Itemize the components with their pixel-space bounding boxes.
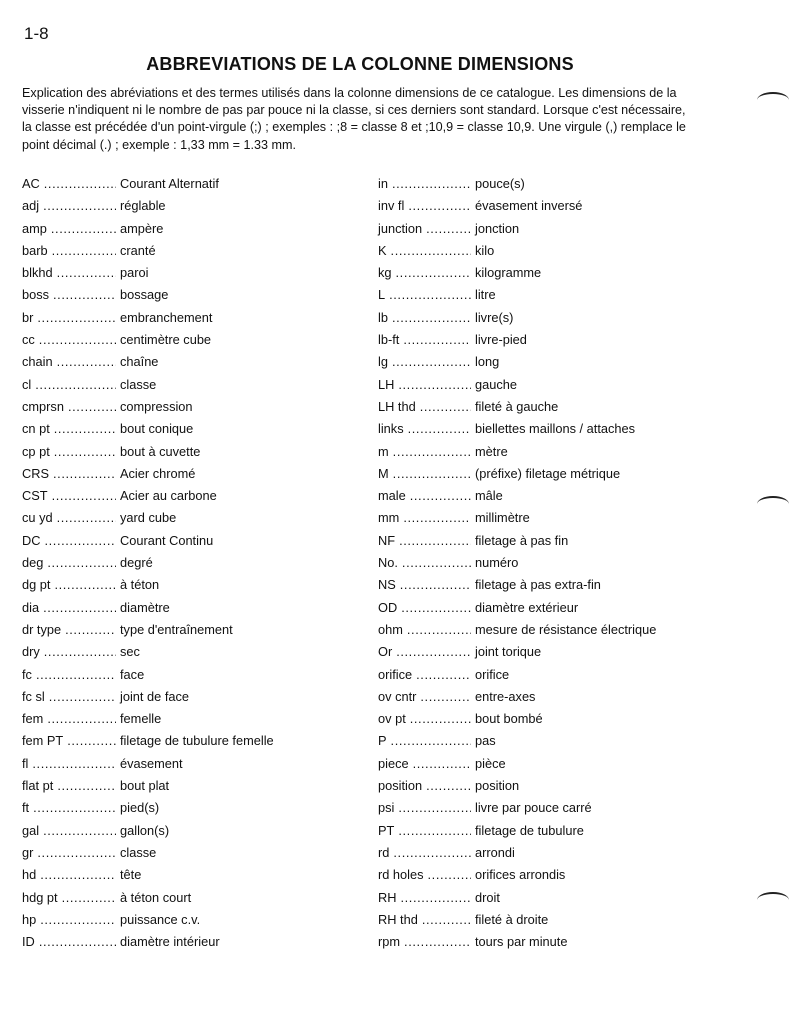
abbreviation-term: gal xyxy=(22,822,40,838)
abbreviation-list-right xyxy=(378,176,708,956)
abbreviation-row xyxy=(22,756,362,778)
dot-leader xyxy=(39,332,116,347)
abbreviation-term: br xyxy=(22,309,34,325)
dot-leader xyxy=(44,644,116,659)
abbreviation-row xyxy=(22,399,362,421)
dot-leader xyxy=(393,444,471,459)
abbreviation-row xyxy=(22,800,362,822)
dot-leader xyxy=(408,198,471,213)
abbreviation-meaning: cranté xyxy=(120,242,156,258)
dot-leader xyxy=(403,332,471,347)
abbreviation-meaning: paroi xyxy=(120,265,149,281)
binder-hole-mark xyxy=(757,892,789,908)
intro-paragraph xyxy=(22,85,702,154)
abbreviation-term: rd holes xyxy=(378,867,424,883)
abbreviation-meaning: fileté à droite xyxy=(475,911,549,927)
dot-leader xyxy=(392,354,471,369)
dot-leader xyxy=(57,265,116,280)
dot-leader xyxy=(52,243,116,258)
abbreviation-row xyxy=(22,823,362,845)
dot-leader xyxy=(51,221,116,236)
abbreviation-row xyxy=(22,332,362,354)
abbreviation-meaning: gauche xyxy=(475,376,517,392)
abbreviation-term: fem xyxy=(22,711,44,727)
abbreviation-term: Or xyxy=(378,644,393,660)
dot-leader xyxy=(57,510,116,525)
abbreviation-meaning: (préfixe) filetage métrique xyxy=(475,465,621,481)
dot-leader xyxy=(43,823,116,838)
abbreviation-meaning: à téton xyxy=(120,577,160,593)
dot-leader xyxy=(33,800,116,815)
abbreviation-term: No. xyxy=(378,555,398,571)
abbreviation-term: dr type xyxy=(22,621,62,637)
abbreviation-meaning: joint torique xyxy=(475,644,542,660)
abbreviation-row xyxy=(22,867,362,889)
abbreviation-meaning: long xyxy=(475,354,500,370)
dot-leader xyxy=(403,510,471,525)
dot-leader xyxy=(426,778,471,793)
abbreviation-meaning: bout bombé xyxy=(475,711,543,727)
abbreviation-row xyxy=(378,577,708,599)
dot-leader xyxy=(68,399,116,414)
abbreviation-row xyxy=(378,711,708,733)
abbreviation-meaning: tête xyxy=(120,867,142,883)
dot-leader xyxy=(36,667,116,682)
abbreviation-term: adj xyxy=(22,198,40,214)
abbreviation-term: fl xyxy=(22,755,29,771)
abbreviation-row xyxy=(378,421,708,443)
abbreviation-meaning: femelle xyxy=(120,711,162,727)
abbreviation-meaning: Acier au carbone xyxy=(120,488,217,504)
abbreviation-meaning: orifice xyxy=(475,666,510,682)
abbreviation-term: NF xyxy=(378,532,396,548)
abbreviation-row xyxy=(378,310,708,332)
abbreviation-meaning: face xyxy=(120,666,145,682)
abbreviation-row xyxy=(378,198,708,220)
dot-leader xyxy=(401,600,471,615)
dot-leader xyxy=(413,756,471,771)
dot-leader xyxy=(65,622,116,637)
abbreviation-term: LH xyxy=(378,376,395,392)
dot-leader xyxy=(393,845,471,860)
abbreviation-term: cp pt xyxy=(22,443,50,459)
abbreviation-row xyxy=(378,823,708,845)
dot-leader xyxy=(426,221,471,236)
abbreviation-row xyxy=(22,510,362,532)
dot-leader xyxy=(399,533,471,548)
abbreviation-term: flat pt xyxy=(22,778,54,794)
abbreviation-row xyxy=(378,644,708,666)
abbreviation-term: P xyxy=(378,733,387,749)
abbreviation-row xyxy=(378,912,708,934)
abbreviation-row xyxy=(22,198,362,220)
abbreviation-meaning: millimètre xyxy=(475,510,530,526)
abbreviation-row xyxy=(22,555,362,577)
abbreviation-meaning: bout plat xyxy=(120,778,170,794)
abbreviation-meaning: classe xyxy=(120,844,157,860)
abbreviation-row xyxy=(378,756,708,778)
dot-leader xyxy=(52,488,116,503)
abbreviation-term: male xyxy=(378,488,406,504)
abbreviation-term: NS xyxy=(378,577,396,593)
abbreviation-term: LH thd xyxy=(378,398,416,414)
abbreviation-row xyxy=(22,466,362,488)
intro-line: la classe est précédée d'un point-virgule (;) ; exemples : ;8 = classe 8 et ;10,9 = classe 10,9. Une virgule (,) remplace le xyxy=(22,120,686,135)
abbreviation-meaning: pas xyxy=(475,733,496,749)
dot-leader xyxy=(54,444,116,459)
abbreviation-meaning: Courant Continu xyxy=(120,532,214,548)
abbreviation-term: fc sl xyxy=(22,688,45,704)
abbreviation-row xyxy=(22,778,362,800)
abbreviation-term: barb xyxy=(22,242,48,258)
abbreviation-meaning: tours par minute xyxy=(475,934,568,950)
dot-leader xyxy=(57,354,116,369)
dot-leader xyxy=(416,667,471,682)
intro-line: Explication des abréviations et des termes utilisés dans la colonne dimensions de ce catalogue. Les dimensions de la xyxy=(22,86,677,100)
binder-hole-mark xyxy=(757,92,789,108)
dot-leader xyxy=(37,310,116,325)
abbreviation-meaning: entre-axes xyxy=(475,688,536,704)
abbreviation-row xyxy=(22,533,362,555)
abbreviation-meaning: fileté à gauche xyxy=(475,398,559,414)
abbreviation-meaning: livre par pouce carré xyxy=(475,800,592,816)
dot-leader xyxy=(392,310,471,325)
abbreviation-row xyxy=(22,354,362,376)
abbreviation-row xyxy=(378,845,708,867)
dot-leader xyxy=(398,377,471,392)
abbreviation-row xyxy=(378,622,708,644)
abbreviation-row xyxy=(378,176,708,198)
abbreviation-meaning: biellettes maillons / attaches xyxy=(475,421,636,437)
dot-leader xyxy=(40,912,116,927)
dot-leader xyxy=(32,756,116,771)
page-number: 1-8 xyxy=(24,24,49,43)
dot-leader xyxy=(408,421,471,436)
abbreviation-term: ov pt xyxy=(378,711,406,727)
abbreviation-term: ID xyxy=(22,934,35,950)
abbreviation-term: DC xyxy=(22,532,41,548)
abbreviation-meaning: diamètre intérieur xyxy=(120,934,220,950)
abbreviation-row xyxy=(378,488,708,510)
abbreviation-meaning: yard cube xyxy=(120,510,177,526)
abbreviation-row xyxy=(378,399,708,421)
abbreviation-meaning: mètre xyxy=(475,443,508,459)
dot-leader xyxy=(47,711,116,726)
abbreviation-meaning: classe xyxy=(120,376,157,392)
abbreviation-term: cn pt xyxy=(22,421,50,437)
abbreviation-term: cu yd xyxy=(22,510,53,526)
dot-leader xyxy=(393,466,471,481)
dot-leader xyxy=(35,377,116,392)
abbreviation-row xyxy=(22,733,362,755)
abbreviation-row xyxy=(378,555,708,577)
abbreviation-meaning: kilo xyxy=(475,242,495,258)
abbreviation-term: amp xyxy=(22,220,47,236)
abbreviation-row xyxy=(378,444,708,466)
abbreviation-term: PT xyxy=(378,822,395,838)
abbreviation-row xyxy=(378,800,708,822)
abbreviation-term: L xyxy=(378,287,386,303)
abbreviation-row xyxy=(378,221,708,243)
dot-leader xyxy=(407,622,471,637)
abbreviation-row xyxy=(378,667,708,689)
abbreviation-term: fem PT xyxy=(22,733,64,749)
abbreviation-row xyxy=(378,354,708,376)
dot-leader xyxy=(43,600,116,615)
abbreviation-row xyxy=(22,221,362,243)
dot-leader xyxy=(391,733,471,748)
abbreviation-term: hd xyxy=(22,867,37,883)
abbreviation-meaning: gallon(s) xyxy=(120,822,170,838)
dot-leader xyxy=(400,890,471,905)
abbreviation-row xyxy=(378,243,708,265)
abbreviation-meaning: pouce(s) xyxy=(475,176,525,191)
abbreviation-row xyxy=(378,733,708,755)
abbreviation-row xyxy=(378,934,708,956)
dot-leader xyxy=(396,644,471,659)
dot-leader xyxy=(420,399,471,414)
dot-leader xyxy=(392,176,471,191)
abbreviation-term: dry xyxy=(22,644,40,660)
abbreviation-term: deg xyxy=(22,555,44,571)
abbreviation-row xyxy=(22,377,362,399)
dot-leader xyxy=(44,533,116,548)
abbreviation-row xyxy=(22,689,362,711)
dot-leader xyxy=(39,934,116,949)
abbreviation-term: kg xyxy=(378,265,392,281)
abbreviation-term: rpm xyxy=(378,934,401,950)
dot-leader xyxy=(54,421,116,436)
abbreviation-term: cl xyxy=(22,376,32,392)
abbreviation-meaning: diamètre extérieur xyxy=(475,599,579,615)
abbreviation-meaning: mâle xyxy=(475,488,503,504)
abbreviation-row xyxy=(22,243,362,265)
abbreviation-meaning: arrondi xyxy=(475,844,515,860)
abbreviation-row xyxy=(378,466,708,488)
abbreviation-row xyxy=(22,444,362,466)
dot-leader xyxy=(410,488,471,503)
abbreviation-meaning: ampère xyxy=(120,220,164,236)
abbreviation-term: links xyxy=(378,421,404,437)
abbreviation-row xyxy=(22,912,362,934)
dot-leader xyxy=(62,890,116,905)
abbreviation-row xyxy=(22,421,362,443)
dot-leader xyxy=(40,867,116,882)
abbreviation-row xyxy=(22,310,362,332)
abbreviation-term: dg pt xyxy=(22,577,51,593)
abbreviation-term: ohm xyxy=(378,621,403,637)
dot-leader xyxy=(44,176,116,191)
abbreviation-meaning: orifices arrondis xyxy=(475,867,566,883)
abbreviation-row xyxy=(22,845,362,867)
abbreviation-meaning: filetage à pas extra-fin xyxy=(475,577,601,593)
dot-leader xyxy=(389,287,471,302)
abbreviation-row xyxy=(22,890,362,912)
abbreviation-meaning: embranchement xyxy=(120,309,213,325)
abbreviation-meaning: bout conique xyxy=(120,421,194,437)
abbreviation-meaning: droit xyxy=(475,889,500,905)
abbreviation-meaning: type d'entraînement xyxy=(120,621,233,637)
abbreviation-meaning: filetage de tubulure femelle xyxy=(120,733,274,749)
abbreviation-meaning: compression xyxy=(120,398,193,414)
abbreviation-meaning: mesure de résistance électrique xyxy=(475,621,657,637)
abbreviation-meaning: évasement xyxy=(120,755,183,771)
abbreviation-meaning: évasement inversé xyxy=(475,198,583,214)
abbreviation-term: fc xyxy=(22,666,32,682)
abbreviation-term: OD xyxy=(378,599,398,615)
abbreviation-meaning: bout à cuvette xyxy=(120,443,201,459)
abbreviation-meaning: kilogramme xyxy=(475,265,542,281)
abbreviation-row xyxy=(378,265,708,287)
abbreviation-term: rd xyxy=(378,844,390,860)
abbreviation-term: RH thd xyxy=(378,911,418,927)
intro-line: visserie n'indiquent ni le nombre de pas par pouce ni la classe, si ces derniers sont standard. Lorsque c'est nécessaire, xyxy=(22,103,686,118)
abbreviation-term: RH xyxy=(378,889,397,905)
abbreviation-meaning: litre xyxy=(475,287,496,303)
abbreviation-meaning: réglable xyxy=(120,198,166,214)
abbreviation-row xyxy=(378,778,708,800)
dot-leader xyxy=(396,265,471,280)
abbreviation-row xyxy=(22,176,362,198)
abbreviation-term: ft xyxy=(22,800,30,816)
abbreviation-term: cmprsn xyxy=(22,398,64,414)
dot-leader xyxy=(53,466,116,481)
abbreviation-row xyxy=(22,711,362,733)
dot-leader xyxy=(54,577,116,592)
abbreviation-meaning: position xyxy=(475,778,520,794)
abbreviation-meaning: pièce xyxy=(475,755,506,771)
abbreviation-meaning: sec xyxy=(120,644,140,660)
abbreviation-row xyxy=(378,332,708,354)
abbreviation-row xyxy=(22,600,362,622)
abbreviation-row xyxy=(378,689,708,711)
abbreviation-term: M xyxy=(378,465,389,481)
abbreviation-term: piece xyxy=(378,755,409,771)
abbreviation-row xyxy=(22,287,362,309)
abbreviation-row xyxy=(378,600,708,622)
page-title: ABBREVIATIONS DE LA COLONNE DIMENSIONS xyxy=(146,54,574,74)
abbreviation-meaning: numéro xyxy=(475,555,519,571)
abbreviation-term: cc xyxy=(22,332,35,348)
dot-leader xyxy=(398,823,471,838)
abbreviation-meaning: livre(s) xyxy=(475,309,514,325)
abbreviation-row xyxy=(378,287,708,309)
abbreviation-term: CRS xyxy=(22,465,50,481)
dot-leader xyxy=(404,934,471,949)
abbreviation-row xyxy=(378,867,708,889)
abbreviation-term: blkhd xyxy=(22,265,53,281)
abbreviation-term: hdg pt xyxy=(22,889,58,905)
abbreviation-term: psi xyxy=(378,800,395,816)
abbreviation-row xyxy=(378,533,708,555)
intro-line: point décimal (.) ; exemple : 1,33 mm = 1.33 mm. xyxy=(22,137,297,152)
abbreviation-row xyxy=(378,510,708,532)
binder-hole-mark xyxy=(757,496,789,512)
dot-leader xyxy=(43,198,116,213)
abbreviation-list-left xyxy=(22,176,362,956)
abbreviation-meaning: joint de face xyxy=(120,688,190,704)
dot-leader xyxy=(422,912,471,927)
abbreviation-meaning: filetage à pas fin xyxy=(475,532,569,548)
abbreviation-term: dia xyxy=(22,599,40,615)
abbreviation-meaning: jonction xyxy=(475,220,520,236)
abbreviation-term: lg xyxy=(378,354,388,370)
abbreviation-row xyxy=(22,644,362,666)
abbreviation-term: in xyxy=(378,176,388,191)
abbreviation-term: inv fl xyxy=(378,198,405,214)
abbreviation-term: CST xyxy=(22,488,48,504)
dot-leader xyxy=(53,287,116,302)
abbreviation-term: gr xyxy=(22,844,34,860)
dot-leader xyxy=(410,711,471,726)
abbreviation-meaning: puissance c.v. xyxy=(120,911,201,927)
abbreviation-term: orifice xyxy=(378,666,413,682)
dot-leader xyxy=(391,243,471,258)
dot-leader xyxy=(400,577,471,592)
abbreviation-term: m xyxy=(378,443,389,459)
abbreviation-row xyxy=(22,488,362,510)
abbreviation-row xyxy=(22,577,362,599)
dot-leader xyxy=(47,555,116,570)
abbreviation-term: hp xyxy=(22,911,37,927)
abbreviation-meaning: Courant Alternatif xyxy=(120,176,219,191)
abbreviation-meaning: pied(s) xyxy=(120,800,160,816)
abbreviation-term: junction xyxy=(378,220,423,236)
abbreviation-term: mm xyxy=(378,510,400,526)
abbreviation-meaning: livre-pied xyxy=(475,332,527,348)
dot-leader xyxy=(420,689,471,704)
abbreviation-row xyxy=(22,934,362,956)
dot-leader xyxy=(49,689,116,704)
abbreviation-meaning: bossage xyxy=(120,287,169,303)
abbreviation-term: chain xyxy=(22,354,53,370)
abbreviation-meaning: diamètre xyxy=(120,599,170,615)
dot-leader xyxy=(57,778,116,793)
abbreviation-term: K xyxy=(378,242,387,258)
abbreviation-meaning: chaîne xyxy=(120,354,159,370)
abbreviation-meaning: degré xyxy=(120,555,153,571)
abbreviation-meaning: Acier chromé xyxy=(120,465,196,481)
abbreviation-row xyxy=(22,622,362,644)
dot-leader xyxy=(428,867,471,882)
abbreviation-meaning: à téton court xyxy=(120,889,192,905)
abbreviation-row xyxy=(22,265,362,287)
dot-leader xyxy=(402,555,471,570)
dot-leader xyxy=(37,845,116,860)
abbreviation-row xyxy=(378,890,708,912)
abbreviation-term: lb xyxy=(378,309,388,325)
abbreviation-term: lb-ft xyxy=(378,332,400,348)
abbreviation-term: position xyxy=(378,778,423,794)
abbreviation-row xyxy=(378,377,708,399)
abbreviation-row xyxy=(22,667,362,689)
dot-leader xyxy=(398,800,471,815)
abbreviation-term: AC xyxy=(22,176,40,191)
dot-leader xyxy=(67,733,116,748)
abbreviation-term: boss xyxy=(22,287,50,303)
abbreviation-meaning: centimètre cube xyxy=(120,332,212,348)
abbreviation-meaning: filetage de tubulure xyxy=(475,822,584,838)
abbreviation-term: ov cntr xyxy=(378,688,417,704)
